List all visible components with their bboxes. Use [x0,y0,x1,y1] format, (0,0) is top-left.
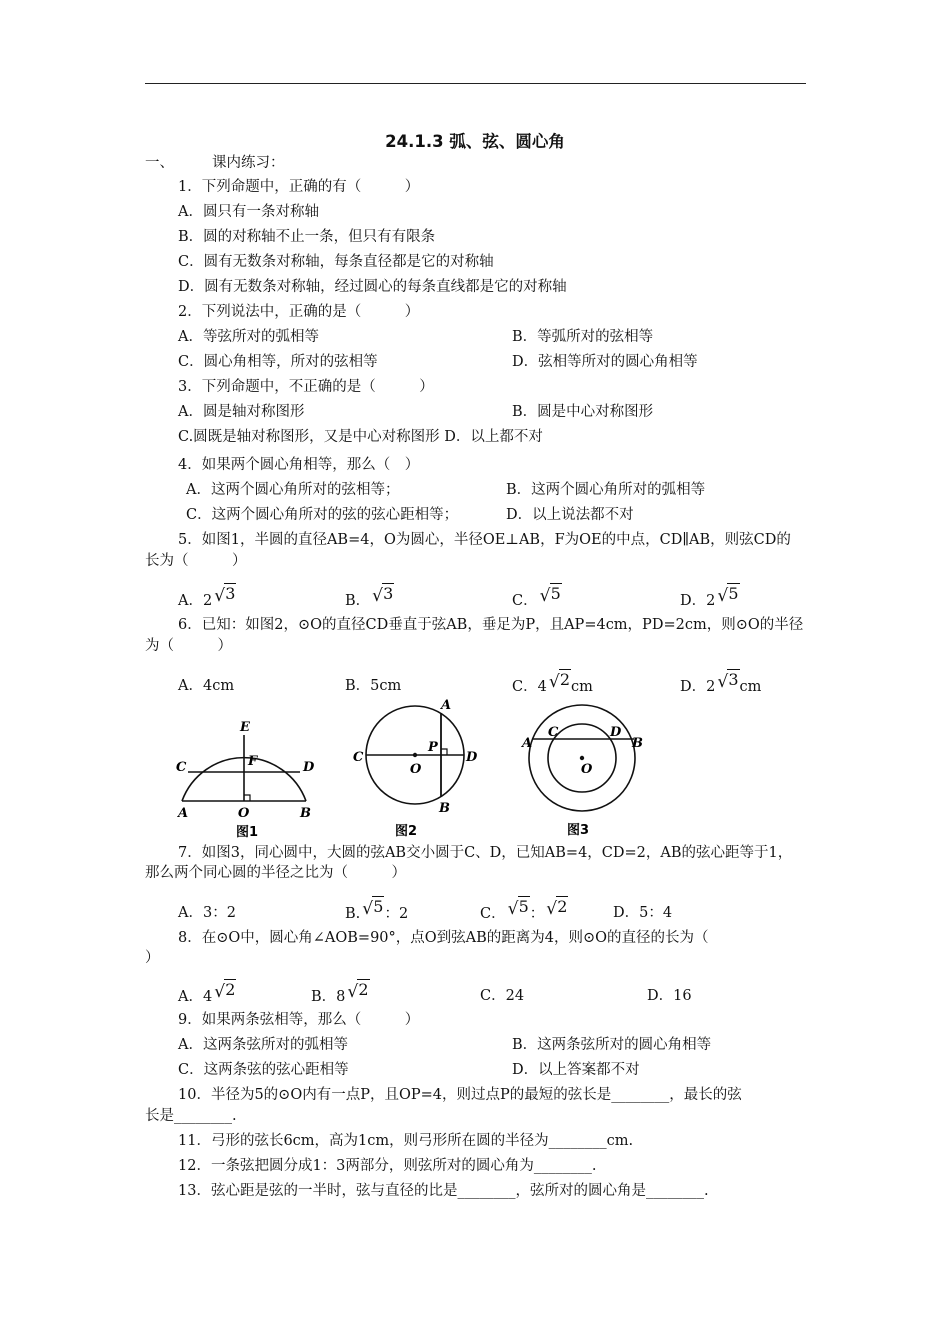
q4-option-d: D．以上说法都不对 [506,507,634,523]
q7-option-c: C． √ 5： √ 2 [480,897,568,922]
q4-option-b: B．这两个圆心角所对的弧相等 [506,482,706,498]
q10-line2: 长是________. [145,1108,237,1124]
fig2-label-d: D [466,750,478,765]
q7-line1: 7．如图3，同心圆中，大圆的弦AB交小圆于C、D，已知AB=4，CD=2，AB的弦心距等于1， [178,845,793,861]
q7-option-a: A．3：2 [178,905,236,921]
q10-line1: 10．半径为5的⊙O内有一点P，且OP=4，则过点P的最短的弦长是________，最长的弦 [178,1087,742,1103]
sqrt-symbol: √ 5 [362,897,384,919]
fig1-label-o: O [238,806,250,821]
q4-option-a: A．这两个圆心角所对的弦相等； [186,482,400,498]
q1-stem: 1．下列命题中，正确的有（ ） [178,179,420,195]
q5-line1: 5．如图1，半圆的直径AB=4，O为圆心，半径OE⊥AB，F为OE的中点，CD∥AB，则弦CD的 [178,532,791,548]
q13-text: 13．弦心距是弦的一半时，弦与直径的比是________，弦所对的圆心角是________. [178,1183,709,1199]
q6-line2: 为（ ） [145,638,232,654]
q9-option-d: D．以上答案都不对 [512,1062,640,1078]
q5-option-b: B． √ 3 [345,584,394,609]
sqrt-symbol: √ 5 [717,584,739,606]
q7-option-d: D．5：4 [613,905,673,921]
q2-option-d: D．弦相等所对的圆心角相等 [512,354,698,370]
sqrt-symbol: √ 2 [347,980,369,1002]
q8-option-a: A．4 √ 2 [178,980,236,1005]
q6-option-d: D．2 √ 3cm [680,670,762,695]
q6-option-a: A．4cm [178,678,235,694]
q1-option-c: C．圆有无数条对称轴，每条直径都是它的对称轴 [178,254,494,270]
q7-option-b: B. √ 5：2 [345,897,409,922]
q5-option-a: A．2 √ 3 [178,584,236,609]
fig2-label-p: P [428,740,438,755]
q5-line2: 长为（ ） [145,553,247,569]
fig2-center-dot [413,753,417,757]
fig1-label-a: A [178,806,189,821]
fig1-right-angle [244,795,250,801]
q1-option-b: B．圆的对称轴不止一条，但只有有限条 [178,229,436,245]
q5-option-d: D．2 √ 5 [680,584,739,609]
q6-option-b: B．5cm [345,678,402,694]
sqrt-symbol: √ 2 [548,670,571,692]
q9-stem: 9．如果两条弦相等，那么（ ） [178,1012,420,1028]
fig1-label-b: B [300,806,311,821]
q2-option-c: C．圆心角相等，所对的弦相等 [178,354,378,370]
fig2-label-b: B [439,801,450,816]
q8-option-d: D．16 [647,988,692,1004]
header-rule [145,83,806,84]
q2-stem: 2．下列说法中，正确的是（ ） [178,304,420,320]
q9-option-b: B．这两条弦所对的圆心角相等 [512,1037,712,1053]
q5-option-c: C． √ 5 [512,584,561,609]
q6-line1: 6．已知：如图2，⊙O的直径CD垂直于弦AB，垂足为P，且AP=4cm，PD=2cm，则⊙O的半径 [178,617,804,633]
section-label: 课内练习： [212,155,285,171]
sqrt-symbol: √ 2 [214,980,236,1002]
sqrt-symbol: √ 5 [507,897,529,919]
fig2-label-o: O [410,762,422,777]
page-title: 24.1.3 弧、弦、圆心角 [385,132,565,151]
q8-option-b: B．8 √ 2 [311,980,369,1005]
q7-line2: 那么两个同心圆的半径之比为（ ） [145,865,406,881]
fig1-label-e: E [240,720,250,735]
fig1-label-f: F [248,754,258,769]
q1-option-a: A．圆只有一条对称轴 [178,204,319,220]
q8-option-c: C．24 [480,988,525,1004]
fig3-center-dot [580,756,584,760]
q4-option-c: C．这两个圆心角所对的弦的弦心距相等； [186,507,459,523]
fig2-label-c: C [353,750,364,765]
sqrt-symbol: √ 3 [214,584,236,606]
q9-option-c: C．这两条弦的弦心距相等 [178,1062,349,1078]
figure-2 [348,695,483,840]
q3-stem: 3．下列命题中，不正确的是（ ） [178,379,434,395]
q2-option-a: A．等弦所对的弧相等 [178,329,319,345]
fig1-caption: 图1 [236,825,259,840]
q9-option-a: A．这两条弦所对的弧相等 [178,1037,348,1053]
q8-line2: ） [145,950,160,966]
figure-1 [172,715,322,840]
q3-option-cd: C.圆既是轴对称图形，又是中心对称图形 D．以上都不对 [178,429,543,445]
fig3-label-d: D [610,725,622,740]
fig1-label-d: D [303,760,315,775]
q3-option-a: A．圆是轴对称图形 [178,404,305,420]
q12-text: 12．一条弦把圆分成1：3两部分，则弦所对的圆心角为________. [178,1158,597,1174]
fig3-label-b: B [632,736,643,751]
sqrt-symbol: √ 3 [717,670,739,692]
figure-3 [520,700,655,840]
q4-stem: 4．如果两个圆心角相等，那么（ ） [178,457,420,473]
section-number: 一、 [145,155,174,171]
q3-option-b: B．圆是中心对称图形 [512,404,654,420]
q8-line1: 8．在⊙O中，圆心角∠AOB=90°，点O到弦AB的距离为4，则⊙O的直径的长为（ [178,930,709,946]
q2-option-b: B．等弧所对的弦相等 [512,329,654,345]
sqrt-symbol: √ 5 [539,584,561,606]
fig3-label-c: C [548,725,559,740]
sqrt-symbol: √ 2 [546,897,568,919]
q11-text: 11．弓形的弦长6cm，高为1cm，则弓形所在圆的半径为________cm. [178,1133,634,1149]
sqrt-symbol: √ 3 [372,584,394,606]
q1-option-d: D．圆有无数条对称轴，经过圆心的每条直线都是它的对称轴 [178,279,567,295]
fig3-label-a: A [522,736,533,751]
fig2-caption: 图2 [395,824,418,839]
fig3-label-o: O [581,762,593,777]
fig3-caption: 图3 [567,823,590,838]
fig2-label-a: A [441,698,452,713]
q6-option-c: C．4 √ 2cm [512,670,593,695]
fig1-label-c: C [176,760,187,775]
